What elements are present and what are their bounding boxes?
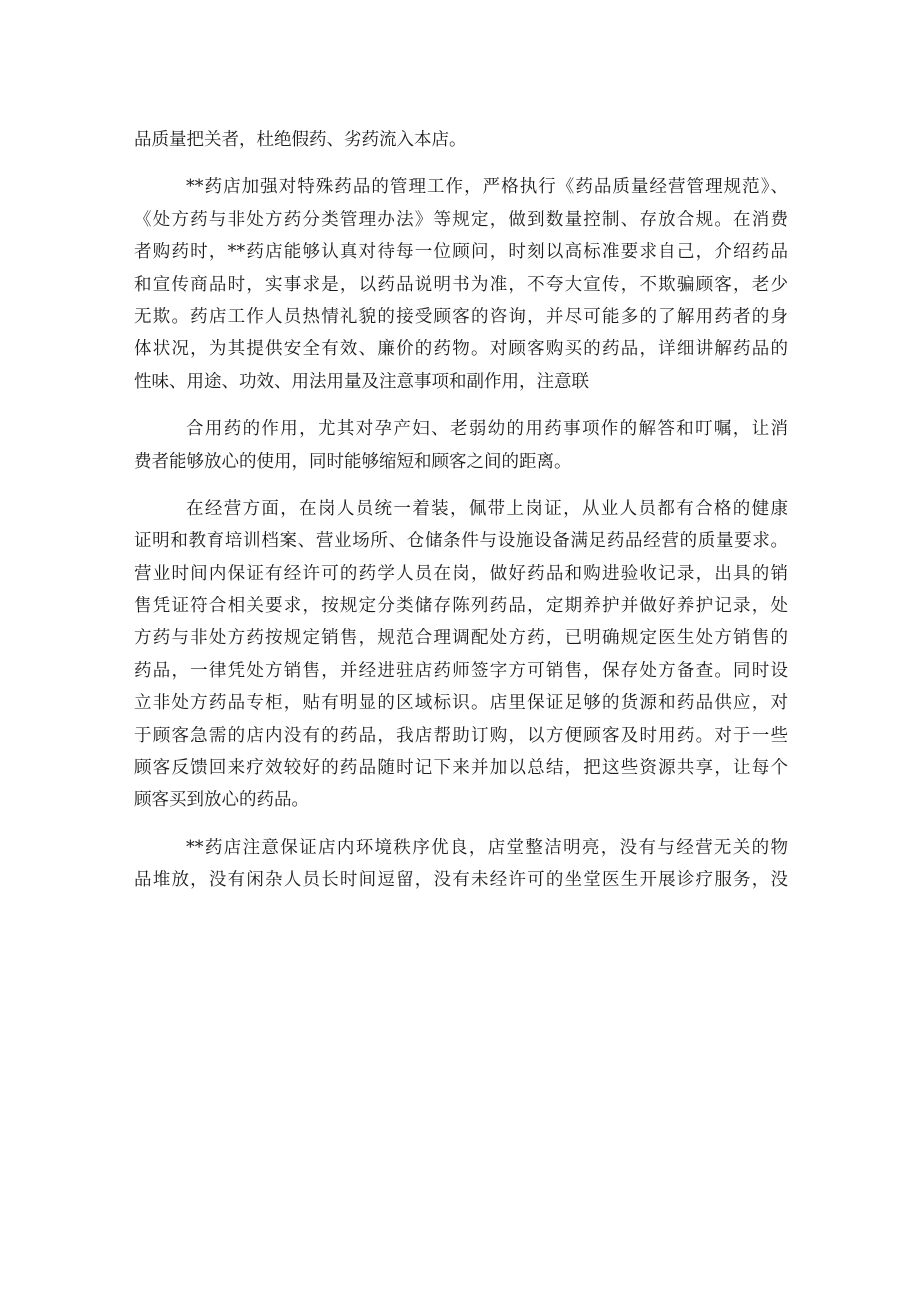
paragraph (134, 493, 788, 817)
text-line: 药品，一律凭处方销售，并经进驻店药师签字方可销售，保存处方备查。同时设 (134, 660, 788, 681)
paragraph (134, 171, 788, 398)
text-line: 于顾客急需的店内没有的药品，我店帮助订购，以方便顾客及时用药。对于一些 (134, 725, 788, 746)
text-line: 证明和教育培训档案、营业场所、仓储条件与设施设备满足药品经营的质量要求。 (134, 531, 788, 552)
text-line: 费者能够放心的使用，同时能够缩短和顾客之间的距离。 (134, 451, 572, 472)
text-line: 顾客反馈回来疗效较好的药品随时记下来并加以总结，把这些资源共享，让每个 (134, 758, 788, 779)
text-line: 者购药时，**药店能够认真对待每一位顾问，时刻以高标准要求自己，介绍药品 (134, 242, 788, 263)
text-line: 方药与非处方药按规定销售，规范合理调配处方药，已明确规定医生处方销售的 (134, 628, 788, 649)
text-line: 和宣传商品时，实事求是，以药品说明书为准，不夸大宣传，不欺骗顾客，老少 (134, 274, 788, 295)
paragraph (134, 832, 788, 897)
document-body (134, 124, 788, 897)
text-line: 品堆放，没有闲杂人员长时间逗留，没有未经许可的坐堂医生开展诊疗服务，没 (134, 870, 788, 891)
text-line: 合用药的作用，尤其对孕产妇、老弱幼的用药事项作的解答和叮嘱，让消 (186, 419, 788, 440)
paragraph (134, 413, 788, 478)
text-line: 《处方药与非处方药分类管理办法》等规定，做到数量控制、存放合规。在消费 (134, 209, 788, 230)
text-line: 顾客买到放心的药品。 (134, 790, 309, 811)
text-line: 性味、用途、功效、用法用量及注意事项和副作用，注意联 (134, 371, 589, 392)
text-line: 在经营方面，在岗人员统一着装，佩带上岗证，从业人员都有合格的健康 (186, 498, 788, 519)
text-line: **药店加强对特殊药品的管理工作，严格执行《药品质量经营管理规范》、 (186, 177, 788, 198)
text-line: 体状况，为其提供安全有效、廉价的药物。对顾客购买的药品，详细讲解药品的 (134, 339, 788, 360)
text-line: 营业时间内保证有经许可的药学人员在岗，做好药品和购进验收记录，出具的销 (134, 563, 788, 584)
text-line: 品质量把关者，杜绝假药、劣药流入本店。 (134, 130, 467, 150)
text-line: 无欺。药店工作人员热情礼貌的接受顾客的咨询，并尽可能多的了解用药者的身 (134, 306, 788, 327)
paragraph (134, 124, 788, 156)
text-line: **药店注意保证店内环境秩序优良，店堂整洁明亮，没有与经营无关的物 (186, 837, 788, 858)
text-line: 立非处方药品专柜，贴有明显的区域标识。店里保证足够的货源和药品供应，对 (134, 693, 788, 714)
text-line: 售凭证符合相关要求，按规定分类储存陈列药品，定期养护并做好养护记录，处 (134, 596, 788, 617)
